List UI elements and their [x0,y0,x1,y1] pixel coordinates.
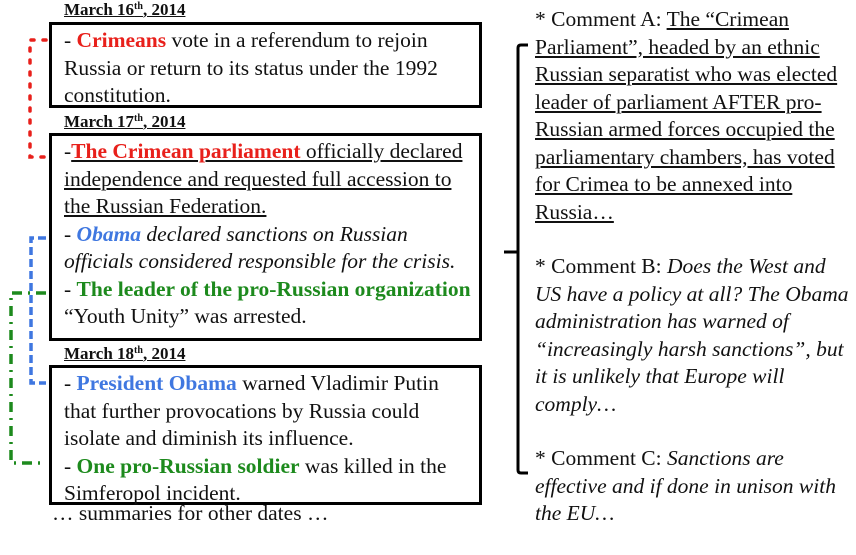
bullet-dash: - [64,276,77,301]
bullet-dash: - [64,139,72,163]
date-year: , 2014 [142,344,186,363]
date-suffix: th [134,345,143,356]
entity-crimean-parliament: The Crimean parliament [71,139,301,163]
comment-text: The “Crimean Parliament”, headed by an ethnic Russian separatist who was elected leader of parliament AFTER pro-Russian armed forces occupied the parliamentary chambers, has voted for Crimea to be annexed into Russia… [535,7,838,224]
date-text: March 17 [64,112,135,131]
entity-president-obama: President Obama [76,371,237,395]
entity-pro-russian-leader: The leader of the pro-Russian organization [76,276,471,301]
date-suffix: th [134,1,143,12]
blue-dashed-connector [31,238,46,383]
red-dotted-connector [30,40,46,157]
date-text: March 16 [64,0,135,19]
date-year: , 2014 [142,112,186,131]
date-year: , 2014 [142,0,186,19]
event-text: “Youth Unity” was arrested. [64,304,307,328]
event-text: declared sanctions on Russian officials considered responsible for the crisis. [64,221,456,273]
event-text: vote in a referendum to rejoin Russia or return to its status under the 1992 constitution. [64,28,438,107]
event-text: was killed in the Simferopol incident. [64,453,447,505]
bullet-dash: - [64,221,77,246]
footer-note: … summaries for other dates … [52,501,329,525]
comment-label: * Comment B: [535,254,667,278]
entity-obama: Obama [76,221,142,246]
comment-label: * Comment A: [535,7,667,31]
comments-bracket [504,45,528,473]
entity-pro-russian-soldier: One pro-Russian soldier [76,453,300,478]
bullet-dash: - [64,28,77,52]
comment-label: * Comment C: [535,446,667,470]
event-text: warned Vladimir Putin that further provocations by Russia could isolate and diminish its influence. [64,371,439,450]
event-text: officially declared independence and requested full accession to the Russian Federation. [64,139,463,218]
comment-text: Sanctions are effective and if done in unison with the EU… [535,446,836,525]
comment-text: Does the West and US have a policy at all? The Obama administration has warned of “increasingly harsh sanctions”, but it is unlikely that Europe will comply… [535,254,849,416]
date-text: March 18 [64,344,135,363]
green-dashdot-connector [11,293,46,463]
bullet-dash: - [64,371,77,395]
date-suffix: th [134,113,143,124]
bullet-dash: - [64,453,77,478]
entity-crimeans: Crimeans [76,28,167,52]
